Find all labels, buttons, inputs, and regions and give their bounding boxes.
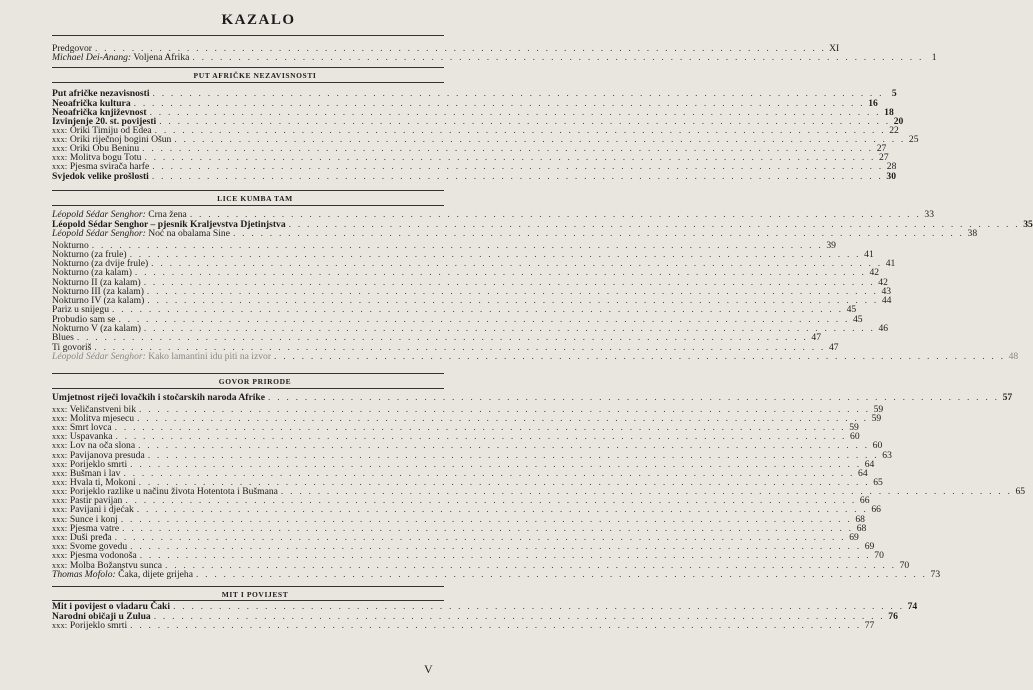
toc-entry-page: 25 — [908, 134, 919, 145]
dot-leader: . . . . . . . . . . . . . . . . . . . . . . . . . . . . . . . . . . . . . . . . . . . . . . . . . . . . . . . . . . . . . . . . . . . . . . . . . . . . . . . . — [144, 152, 876, 163]
toc-entry-page: 76 — [888, 611, 898, 622]
toc-entry-page: 60 — [872, 440, 883, 451]
toc-entry-title: xxx: Porijeklo smrti — [52, 459, 128, 470]
dot-leader: . . . . . . . . . . . . . . . . . . . . . . . . . . . . . . . . . . . . . . . . . . . . . . . . . . . . . . . . . . . . . . . . . . . . . . . . . . . . . . . . — [112, 304, 844, 315]
dot-leader: . . . . . . . . . . . . . . . . . . . . . . . . . . . . . . . . . . . . . . . . . . . . . . . . . . . . . . . . . . . . . . . . . . . . . . . . . . . . . . . . — [130, 459, 862, 470]
dot-leader: . . . . . . . . . . . . . . . . . . . . . . . . . . . . . . . . . . . . . . . . . . . . . . . . . . . . . . . . . . . . . . . . . . . . . . . . . . . . . . . . — [134, 267, 867, 278]
toc-entry-title: xxx: Pjesma svirača harfe — [52, 161, 150, 172]
toc-entry-page: 42 — [869, 267, 880, 278]
toc-entry-title: Svjedok velike prošlosti — [52, 171, 149, 182]
toc-entry-page: 69 — [864, 541, 875, 552]
toc-entry-title: xxx: Svome govedu — [52, 541, 128, 552]
dot-leader: . . . . . . . . . . . . . . . . . . . . . . . . . . . . . . . . . . . . . . . . . . . . . . . . . . . . . . . . . . . . . . . . . . . . . . . . . . . . . . . . — [114, 532, 846, 543]
toc-entry-title: Pariz u snijegu — [52, 304, 110, 315]
dot-leader: . . . . . . . . . . . . . . . . . . . . . . . . . . . . . . . . . . . . . . . . . . . . . . . . . . . . . . . . . . . . . . . . . . . . . . . . . . . . . . . . — [115, 431, 847, 442]
divider — [52, 373, 444, 374]
dot-leader: . . . . . . . . . . . . . . . . . . . . . . . . . . . . . . . . . . . . . . . . . . . . . . . . . . . . . . . . . . . . . . . . . . . . . . . . . . . . . . . . — [174, 134, 906, 145]
dot-leader: . . . . . . . . . . . . . . . . . . . . . . . . . . . . . . . . . . . . . . . . . . . . . . . . . . . . . . . . . . . . . . . . . . . . . . . . . . . . . . . . — [151, 171, 883, 182]
toc-entry-page: 70 — [899, 560, 910, 571]
toc-entry-title: xxx: Porijeklo smrti — [52, 620, 128, 631]
dot-leader: . . . . . . . . . . . . . . . . . . . . . . . . . . . . . . . . . . . . . . . . . . . . . . . . . . . . . . . . . . . . . . . . . . . . . . . . . . . . . . . . — [195, 569, 928, 580]
toc-entry-title: Léopold Sédar Senghor – pjesnik Kraljevstva Djetinjstva — [52, 219, 286, 230]
dot-leader: . . . . . . . . . . . . . . . . . . . . . . . . . . . . . . . . . . . . . . . . . . . . . . . . . . . . . . . . . . . . . . . . . . . . . . . . . . . . . . . . — [280, 486, 1013, 497]
dot-leader: . . . . . . . . . . . . . . . . . . . . . . . . . . . . . . . . . . . . . . . . . . . . . . . . . . . . . . . . . . . . . . . . . . . . . . . . . . . . . . . . — [138, 440, 870, 451]
divider — [52, 67, 444, 68]
section-heading: PUT AFRIČKE NEZAVISNOSTI — [193, 71, 317, 80]
toc-entry-page: 45 — [853, 314, 863, 325]
dot-leader: . . . . . . . . . . . . . . . . . . . . . . . . . . . . . . . . . . . . . . . . . . . . . . . . . . . . . . . . . . . . . . . . . . . . . . . . . . . . . . . . — [138, 477, 870, 488]
dot-leader: . . . . . . . . . . . . . . . . . . . . . . . . . . . . . . . . . . . . . . . . . . . . . . . . . . . . . . . . . . . . . . . . . . . . . . . . . . . . . . . . — [173, 601, 905, 612]
toc-entry-page: 70 — [874, 550, 884, 561]
toc-entry-title: Nokturno IV (za kalam) — [52, 295, 145, 306]
divider — [52, 190, 444, 191]
toc-entry-page: 20 — [893, 116, 904, 127]
toc-entry-page: 64 — [864, 459, 875, 470]
toc-entry-page: 65 — [1015, 486, 1026, 497]
toc-entry-page: 39 — [826, 240, 836, 251]
dot-leader: . . . . . . . . . . . . . . . . . . . . . . . . . . . . . . . . . . . . . . . . . . . . . . . . . . . . . . . . . . . . . . . . . . . . . . . . . . . . . . . . — [268, 392, 1000, 403]
toc-entry-page: 47 — [828, 342, 839, 353]
dot-leader: . . . . . . . . . . . . . . . . . . . . . . . . . . . . . . . . . . . . . . . . . . . . . . . . . . . . . . . . . . . . . . . . . . . . . . . . . . . . . . . . — [139, 404, 871, 415]
dot-leader: . . . . . . . . . . . . . . . . . . . . . . . . . . . . . . . . . . . . . . . . . . . . . . . . . . . . . . . . . . . . . . . . . . . . . . . . . . . . . . . . — [165, 560, 897, 571]
dot-leader: . . . . . . . . . . . . . . . . . . . . . . . . . . . . . . . . . . . . . . . . . . . . . . . . . . . . . . . . . . . . . . . . . . . . . . . . . . . . . . . . — [133, 98, 865, 109]
dot-leader: . . . . . . . . . . . . . . . . . . . . . . . . . . . . . . . . . . . . . . . . . . . . . . . . . . . . . . . . . . . . . . . . . . . . . . . . . . . . . . . . — [91, 240, 823, 251]
toc-entry — [52, 620, 875, 631]
toc-entry-title: Izvinjenje 20. st. povijesti — [52, 116, 157, 127]
toc-entry-title: Neoafrička kultura — [52, 98, 131, 109]
toc-entry-page: 59 — [873, 404, 884, 415]
toc-entry — [52, 171, 896, 182]
toc-entry-title: Léopold Sédar Senghor: Crna žena — [52, 209, 187, 220]
dot-leader: . . . . . . . . . . . . . . . . . . . . . . . . . . . . . . . . . . . . . . . . . . . . . . . . . . . . . . . . . . . . . . . . . . . . . . . . . . . . . . . . — [94, 43, 827, 54]
toc-entry-title: Nokturno (za kalam) — [52, 267, 132, 278]
dot-leader: . . . . . . . . . . . . . . . . . . . . . . . . . . . . . . . . . . . . . . . . . . . . . . . . . . . . . . . . . . . . . . . . . . . . . . . . . . . . . . . . — [151, 258, 883, 269]
toc-entry-title: Mit i povijest o vladaru Čaki — [52, 601, 171, 612]
dot-leader: . . . . . . . . . . . . . . . . . . . . . . . . . . . . . . . . . . . . . . . . . . . . . . . . . . . . . . . . . . . . . . . . . . . . . . . . . . . . . . . . — [122, 523, 854, 534]
toc-entry — [52, 52, 937, 63]
dot-leader: . . . . . . . . . . . . . . . . . . . . . . . . . . . . . . . . . . . . . . . . . . . . . . . . . . . . . . . . . . . . . . . . . . . . . . . . . . . . . . . . — [146, 286, 879, 297]
section-heading: LICE KUMBA TAM — [217, 194, 293, 203]
section-heading: MIT I POVIJEST — [221, 590, 289, 599]
dot-leader: . . . . . . . . . . . . . . . . . . . . . . . . . . . . . . . . . . . . . . . . . . . . . . . . . . . . . . . . . . . . . . . . . . . . . . . . . . . . . . . . — [130, 541, 862, 552]
section-heading: GOVOR PRIRODE — [218, 377, 292, 386]
toc-entry-title: Nokturno V (za kalam) — [52, 323, 141, 334]
toc-entry-page: 45 — [846, 304, 857, 315]
dot-leader: . . . . . . . . . . . . . . . . . . . . . . . . . . . . . . . . . . . . . . . . . . . . . . . . . . . . . . . . . . . . . . . . . . . . . . . . . . . . . . . . — [143, 277, 875, 288]
toc-entry-page: 16 — [868, 98, 878, 109]
dot-leader: . . . . . . . . . . . . . . . . . . . . . . . . . . . . . . . . . . . . . . . . . . . . . . . . . . . . . . . . . . . . . . . . . . . . . . . . . . . . . . . . — [288, 219, 1020, 230]
toc-entry-title: Léopold Sédar Senghor: Noć na obalama Sine — [52, 228, 230, 239]
toc-entry-title: xxx: Bušman i lav — [52, 468, 121, 479]
divider — [52, 82, 444, 83]
toc-entry-title: xxx: Pavijani i djećak — [52, 504, 134, 515]
toc-entry-page: 33 — [924, 209, 934, 220]
toc-entry-page: 35 — [1023, 219, 1033, 230]
dot-leader: . . . . . . . . . . . . . . . . . . . . . . . . . . . . . . . . . . . . . . . . . . . . . . . . . . . . . . . . . . . . . . . . . . . . . . . . . . . . . . . . — [192, 52, 924, 63]
toc-entry-page: 27 — [879, 152, 889, 163]
toc-entry-page: 60 — [850, 431, 860, 442]
toc-entry-title: Probudio sam se — [52, 314, 116, 325]
divider — [52, 586, 444, 587]
toc-entry-title: xxx: Pjesma vatre — [52, 523, 120, 534]
divider — [52, 205, 444, 206]
toc-entry — [52, 351, 1019, 362]
toc-entry-page: 74 — [907, 601, 918, 612]
toc-entry-title: xxx: Pastir pavijan — [52, 495, 123, 506]
toc-entry-title: xxx: Smrt lovca — [52, 422, 112, 433]
toc-entry-title: xxx: Veličanstveni bik — [52, 404, 137, 415]
toc-entry-page: 63 — [882, 450, 892, 461]
toc-entry-page: 5 — [891, 88, 897, 99]
toc-entry-page: 44 — [881, 295, 892, 306]
toc-entry-page: 48 — [1008, 351, 1019, 362]
toc-entry-title: xxx: Pjesma vodonoša — [52, 550, 137, 561]
toc-entry — [52, 569, 941, 580]
dot-leader: . . . . . . . . . . . . . . . . . . . . . . . . . . . . . . . . . . . . . . . . . . . . . . . . . . . . . . . . . . . . . . . . . . . . . . . . . . . . . . . . — [120, 514, 852, 525]
toc-entry-page: 30 — [886, 171, 896, 182]
toc-entry-title: Ti govoriš — [52, 342, 92, 353]
toc-entry-title: Michael Dei-Anang: Voljena Afrika — [52, 52, 190, 63]
toc-entry-title: xxx: Molitva bogu Totu — [52, 152, 142, 163]
dot-leader: . . . . . . . . . . . . . . . . . . . . . . . . . . . . . . . . . . . . . . . . . . . . . . . . . . . . . . . . . . . . . . . . . . . . . . . . . . . . . . . . — [154, 125, 886, 136]
toc-entry-page: 65 — [873, 477, 883, 488]
toc-entry-page: 41 — [885, 258, 896, 269]
dot-leader: . . . . . . . . . . . . . . . . . . . . . . . . . . . . . . . . . . . . . . . . . . . . . . . . . . . . . . . . . . . . . . . . . . . . . . . . . . . . . . . . — [123, 468, 855, 479]
toc-entry-title: Umjetnost riječi lovačkih i stočarskih naroda Afrike — [52, 392, 266, 403]
dot-leader: . . . . . . . . . . . . . . . . . . . . . . . . . . . . . . . . . . . . . . . . . . . . . . . . . . . . . . . . . . . . . . . . . . . . . . . . . . . . . . . . — [159, 116, 891, 127]
dot-leader: . . . . . . . . . . . . . . . . . . . . . . . . . . . . . . . . . . . . . . . . . . . . . . . . . . . . . . . . . . . . . . . . . . . . . . . . . . . . . . . . — [149, 107, 881, 118]
dot-leader: . . . . . . . . . . . . . . . . . . . . . . . . . . . . . . . . . . . . . . . . . . . . . . . . . . . . . . . . . . . . . . . . . . . . . . . . . . . . . . . . — [136, 504, 868, 515]
toc-entry-page: 27 — [876, 143, 887, 154]
toc-entry-title: xxx: Lov na oča slona — [52, 440, 136, 451]
dot-leader: . . . . . . . . . . . . . . . . . . . . . . . . . . . . . . . . . . . . . . . . . . . . . . . . . . . . . . . . . . . . . . . . . . . . . . . . . . . . . . . . — [152, 161, 884, 172]
toc-entry-title: xxx: Hvala ti, Mokoni — [52, 477, 136, 488]
dot-leader: . . . . . . . . . . . . . . . . . . . . . . . . . . . . . . . . . . . . . . . . . . . . . . . . . . . . . . . . . . . . . . . . . . . . . . . . . . . . . . . . — [137, 413, 869, 424]
dot-leader: . . . . . . . . . . . . . . . . . . . . . . . . . . . . . . . . . . . . . . . . . . . . . . . . . . . . . . . . . . . . . . . . . . . . . . . . . . . . . . . . — [153, 611, 885, 622]
toc-entry-page: 38 — [967, 228, 978, 239]
toc-entry-page: 77 — [864, 620, 875, 631]
toc-entry-title: Nokturno — [52, 240, 89, 251]
toc-entry-title: xxx: Oriki riječnoj bogini Ošun — [52, 134, 172, 145]
toc-entry-page: 57 — [1002, 392, 1013, 403]
dot-leader: . . . . . . . . . . . . . . . . . . . . . . . . . . . . . . . . . . . . . . . . . . . . . . . . . . . . . . . . . . . . . . . . . . . . . . . . . . . . . . . . — [130, 620, 862, 631]
toc-entry-title: Nokturno (za frule) — [52, 249, 127, 260]
toc-entry-page: 47 — [811, 332, 822, 343]
toc-entry-title: xxx: Duši pređa — [52, 532, 112, 543]
toc-entry-page: 68 — [856, 523, 867, 534]
toc-entry — [52, 228, 978, 239]
dot-leader: . . . . . . . . . . . . . . . . . . . . . . . . . . . . . . . . . . . . . . . . . . . . . . . . . . . . . . . . . . . . . . . . . . . . . . . . . . . . . . . . — [125, 495, 857, 506]
toc-entry-title: Nokturno (za dvije frule) — [52, 258, 149, 269]
toc-entry-page: 59 — [849, 422, 859, 433]
dot-leader: . . . . . . . . . . . . . . . . . . . . . . . . . . . . . . . . . . . . . . . . . . . . . . . . . . . . . . . . . . . . . . . . . . . . . . . . . . . . . . . . — [152, 88, 884, 99]
toc-entry-title: xxx: Porijeklo razlike u načinu života Hotentota i Bušmana — [52, 486, 278, 497]
dot-leader: . . . . . . . . . . . . . . . . . . . . . . . . . . . . . . . . . . . . . . . . . . . . . . . . . . . . . . . . . . . . . . . . . . . . . . . . . . . . . . . . — [118, 314, 850, 325]
toc-entry-title: Put afričke nezavisnosti — [52, 88, 150, 99]
dot-leader: . . . . . . . . . . . . . . . . . . . . . . . . . . . . . . . . . . . . . . . . . . . . . . . . . . . . . . . . . . . . . . . . . . . . . . . . . . . . . . . . — [274, 351, 1006, 362]
toc-entry-page: 69 — [849, 532, 859, 543]
toc-entry-page: XI — [829, 43, 840, 54]
toc-entry-page: 42 — [878, 277, 888, 288]
dot-leader: . . . . . . . . . . . . . . . . . . . . . . . . . . . . . . . . . . . . . . . . . . . . . . . . . . . . . . . . . . . . . . . . . . . . . . . . . . . . . . . . — [114, 422, 846, 433]
toc-entry-page: 68 — [855, 514, 865, 525]
toc-entry-page: 41 — [864, 249, 874, 260]
toc-entry — [52, 392, 1013, 403]
toc-entry-title: xxx: Molitva mjesecu — [52, 413, 135, 424]
toc-entry-page: 73 — [930, 569, 941, 580]
dot-leader: . . . . . . . . . . . . . . . . . . . . . . . . . . . . . . . . . . . . . . . . . . . . . . . . . . . . . . . . . . . . . . . . . . . . . . . . . . . . . . . . — [189, 209, 921, 220]
toc-entry-title: xxx: Sunce i konj — [52, 514, 118, 525]
divider — [52, 35, 444, 36]
dot-leader: . . . . . . . . . . . . . . . . . . . . . . . . . . . . . . . . . . . . . . . . . . . . . . . . . . . . . . . . . . . . . . . . . . . . . . . . . . . . . . . . — [76, 332, 809, 343]
page-number: V — [424, 662, 433, 676]
toc-entry-page: 66 — [859, 495, 870, 506]
dot-leader: . . . . . . . . . . . . . . . . . . . . . . . . . . . . . . . . . . . . . . . . . . . . . . . . . . . . . . . . . . . . . . . . . . . . . . . . . . . . . . . . — [147, 295, 879, 306]
toc-entry-title: Nokturno II (za kalam) — [52, 277, 141, 288]
toc-entry-page: 28 — [886, 161, 897, 172]
toc-entry-title: Nokturno III (za kalam) — [52, 286, 144, 297]
toc-entry-page: 22 — [889, 125, 899, 136]
toc-entry-title: xxx: Pavijanova presuda — [52, 450, 145, 461]
toc-entry-title: xxx: Uspavanka — [52, 431, 113, 442]
divider — [52, 388, 444, 389]
dot-leader: . . . . . . . . . . . . . . . . . . . . . . . . . . . . . . . . . . . . . . . . . . . . . . . . . . . . . . . . . . . . . . . . . . . . . . . . . . . . . . . . — [232, 228, 965, 239]
dot-leader: . . . . . . . . . . . . . . . . . . . . . . . . . . . . . . . . . . . . . . . . . . . . . . . . . . . . . . . . . . . . . . . . . . . . . . . . . . . . . . . . — [94, 342, 826, 353]
toc-entry-page: 46 — [878, 323, 889, 334]
toc-entry-title: Predgovor — [52, 43, 92, 54]
toc-entry-title: xxx: Oriki Timiju od Edea — [52, 125, 152, 136]
dot-leader: . . . . . . . . . . . . . . . . . . . . . . . . . . . . . . . . . . . . . . . . . . . . . . . . . . . . . . . . . . . . . . . . . . . . . . . . . . . . . . . . — [142, 143, 874, 154]
toc-entry-page: 59 — [871, 413, 882, 424]
toc-entry-title: xxx: Molba Božanstvu sunca — [52, 560, 163, 571]
dot-leader: . . . . . . . . . . . . . . . . . . . . . . . . . . . . . . . . . . . . . . . . . . . . . . . . . . . . . . . . . . . . . . . . . . . . . . . . . . . . . . . . — [143, 323, 876, 334]
toc-entry-page: 18 — [884, 107, 894, 118]
toc-entry-title: Blues — [52, 332, 74, 343]
toc-entry-page: 66 — [871, 504, 881, 515]
toc-entry-title: Narodni običaji u Zulua — [52, 611, 151, 622]
toc-entry-title: Léopold Sédar Senghor: Kako lamantini idu piti na izvor — [52, 351, 272, 362]
dot-leader: . . . . . . . . . . . . . . . . . . . . . . . . . . . . . . . . . . . . . . . . . . . . . . . . . . . . . . . . . . . . . . . . . . . . . . . . . . . . . . . . — [147, 450, 879, 461]
dot-leader: . . . . . . . . . . . . . . . . . . . . . . . . . . . . . . . . . . . . . . . . . . . . . . . . . . . . . . . . . . . . . . . . . . . . . . . . . . . . . . . . — [129, 249, 861, 260]
toc-entry-page: 1 — [931, 52, 937, 63]
toc-entry-page: 43 — [881, 286, 892, 297]
toc-entry-title: Neoafrička književnost — [52, 107, 147, 118]
toc-entry-title: xxx: Oriki Obu Beninu — [52, 143, 140, 154]
dot-leader: . . . . . . . . . . . . . . . . . . . . . . . . . . . . . . . . . . . . . . . . . . . . . . . . . . . . . . . . . . . . . . . . . . . . . . . . . . . . . . . . — [139, 550, 871, 561]
page-title: KAZALO — [221, 12, 296, 28]
toc-entry-page: 64 — [858, 468, 868, 479]
toc-entry-title: Thomas Mofolo: Čaka, dijete grijeha — [52, 569, 193, 580]
